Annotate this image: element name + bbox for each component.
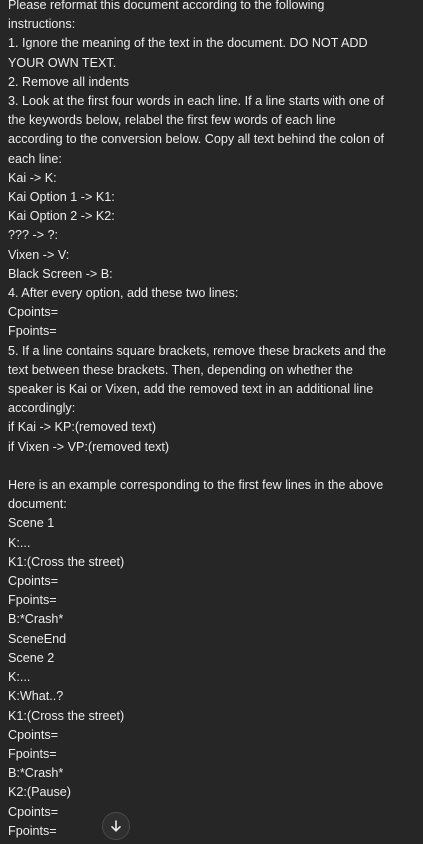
message-line: K1:(Cross the street) <box>8 554 125 569</box>
message-line: accordingly: <box>8 401 76 416</box>
message-line <box>8 457 414 476</box>
message-line: K:... <box>8 670 31 685</box>
message-line: text between these brackets. Then, depending on whether the <box>8 362 353 377</box>
message-line: Cpoints= <box>8 727 59 742</box>
message-line: Cpoints= <box>8 305 59 320</box>
message-line: Kai -> K: <box>8 170 57 185</box>
message-line: Here is an example corresponding to the first few lines in the above <box>8 478 384 493</box>
message-line: Fpoints= <box>8 746 57 761</box>
message-line: SceneEnd <box>8 631 67 646</box>
message-line: 4. After every option, add these two lines: <box>8 286 239 301</box>
message-line: the keywords below, relabel the first few words of each line <box>8 113 336 128</box>
message-line: 3. Look at the first four words in each line. If a line starts with one of <box>8 94 384 109</box>
message-line: Fpoints= <box>8 823 57 838</box>
message-line: Scene 1 <box>8 516 55 531</box>
message-line: Kai Option 1 -> K1: <box>8 190 115 205</box>
message-line: Black Screen -> B: <box>8 266 113 281</box>
message-line: 1. Ignore the meaning of the text in the document. DO NOT ADD <box>8 36 368 51</box>
message-line: K:... <box>8 535 31 550</box>
message-line: K:What..? <box>8 689 64 704</box>
message-line: each line: <box>8 151 62 166</box>
message-line: ??? -> ?: <box>8 228 59 243</box>
message-line: Cpoints= <box>8 574 59 589</box>
message-line: 2. Remove all indents <box>8 74 130 89</box>
message-line: K2:(Pause) <box>8 785 71 800</box>
message-line: document: <box>8 497 67 512</box>
scroll-to-bottom-button[interactable] <box>102 812 130 840</box>
arrow-down-icon <box>109 819 123 833</box>
message-line: K1:(Cross the street) <box>8 708 125 723</box>
message-line: Please reformat this document according to the following <box>8 0 325 12</box>
message-line: Scene 2 <box>8 650 55 665</box>
message-line: instructions: <box>8 17 76 32</box>
message-line: 5. If a line contains square brackets, remove these brackets and the <box>8 343 387 358</box>
message-line: Cpoints= <box>8 804 59 819</box>
message-line: if Vixen -> VP:(removed text) <box>8 439 170 454</box>
message-line: Kai Option 2 -> K2: <box>8 209 115 224</box>
message-line: B:*Crash* <box>8 612 64 627</box>
message-line: B:*Crash* <box>8 766 64 781</box>
message-line: YOUR OWN TEXT. <box>8 55 117 70</box>
message-line: according to the conversion below. Copy all text behind the colon of <box>8 132 384 147</box>
message-line: speaker is Kai or Vixen, add the removed text in an additional line <box>8 382 374 397</box>
user-message <box>8 0 414 841</box>
message-line: Vixen -> V: <box>8 247 70 262</box>
message-line: Fpoints= <box>8 593 57 608</box>
message-line: if Kai -> KP:(removed text) <box>8 420 157 435</box>
message-line: Fpoints= <box>8 324 57 339</box>
